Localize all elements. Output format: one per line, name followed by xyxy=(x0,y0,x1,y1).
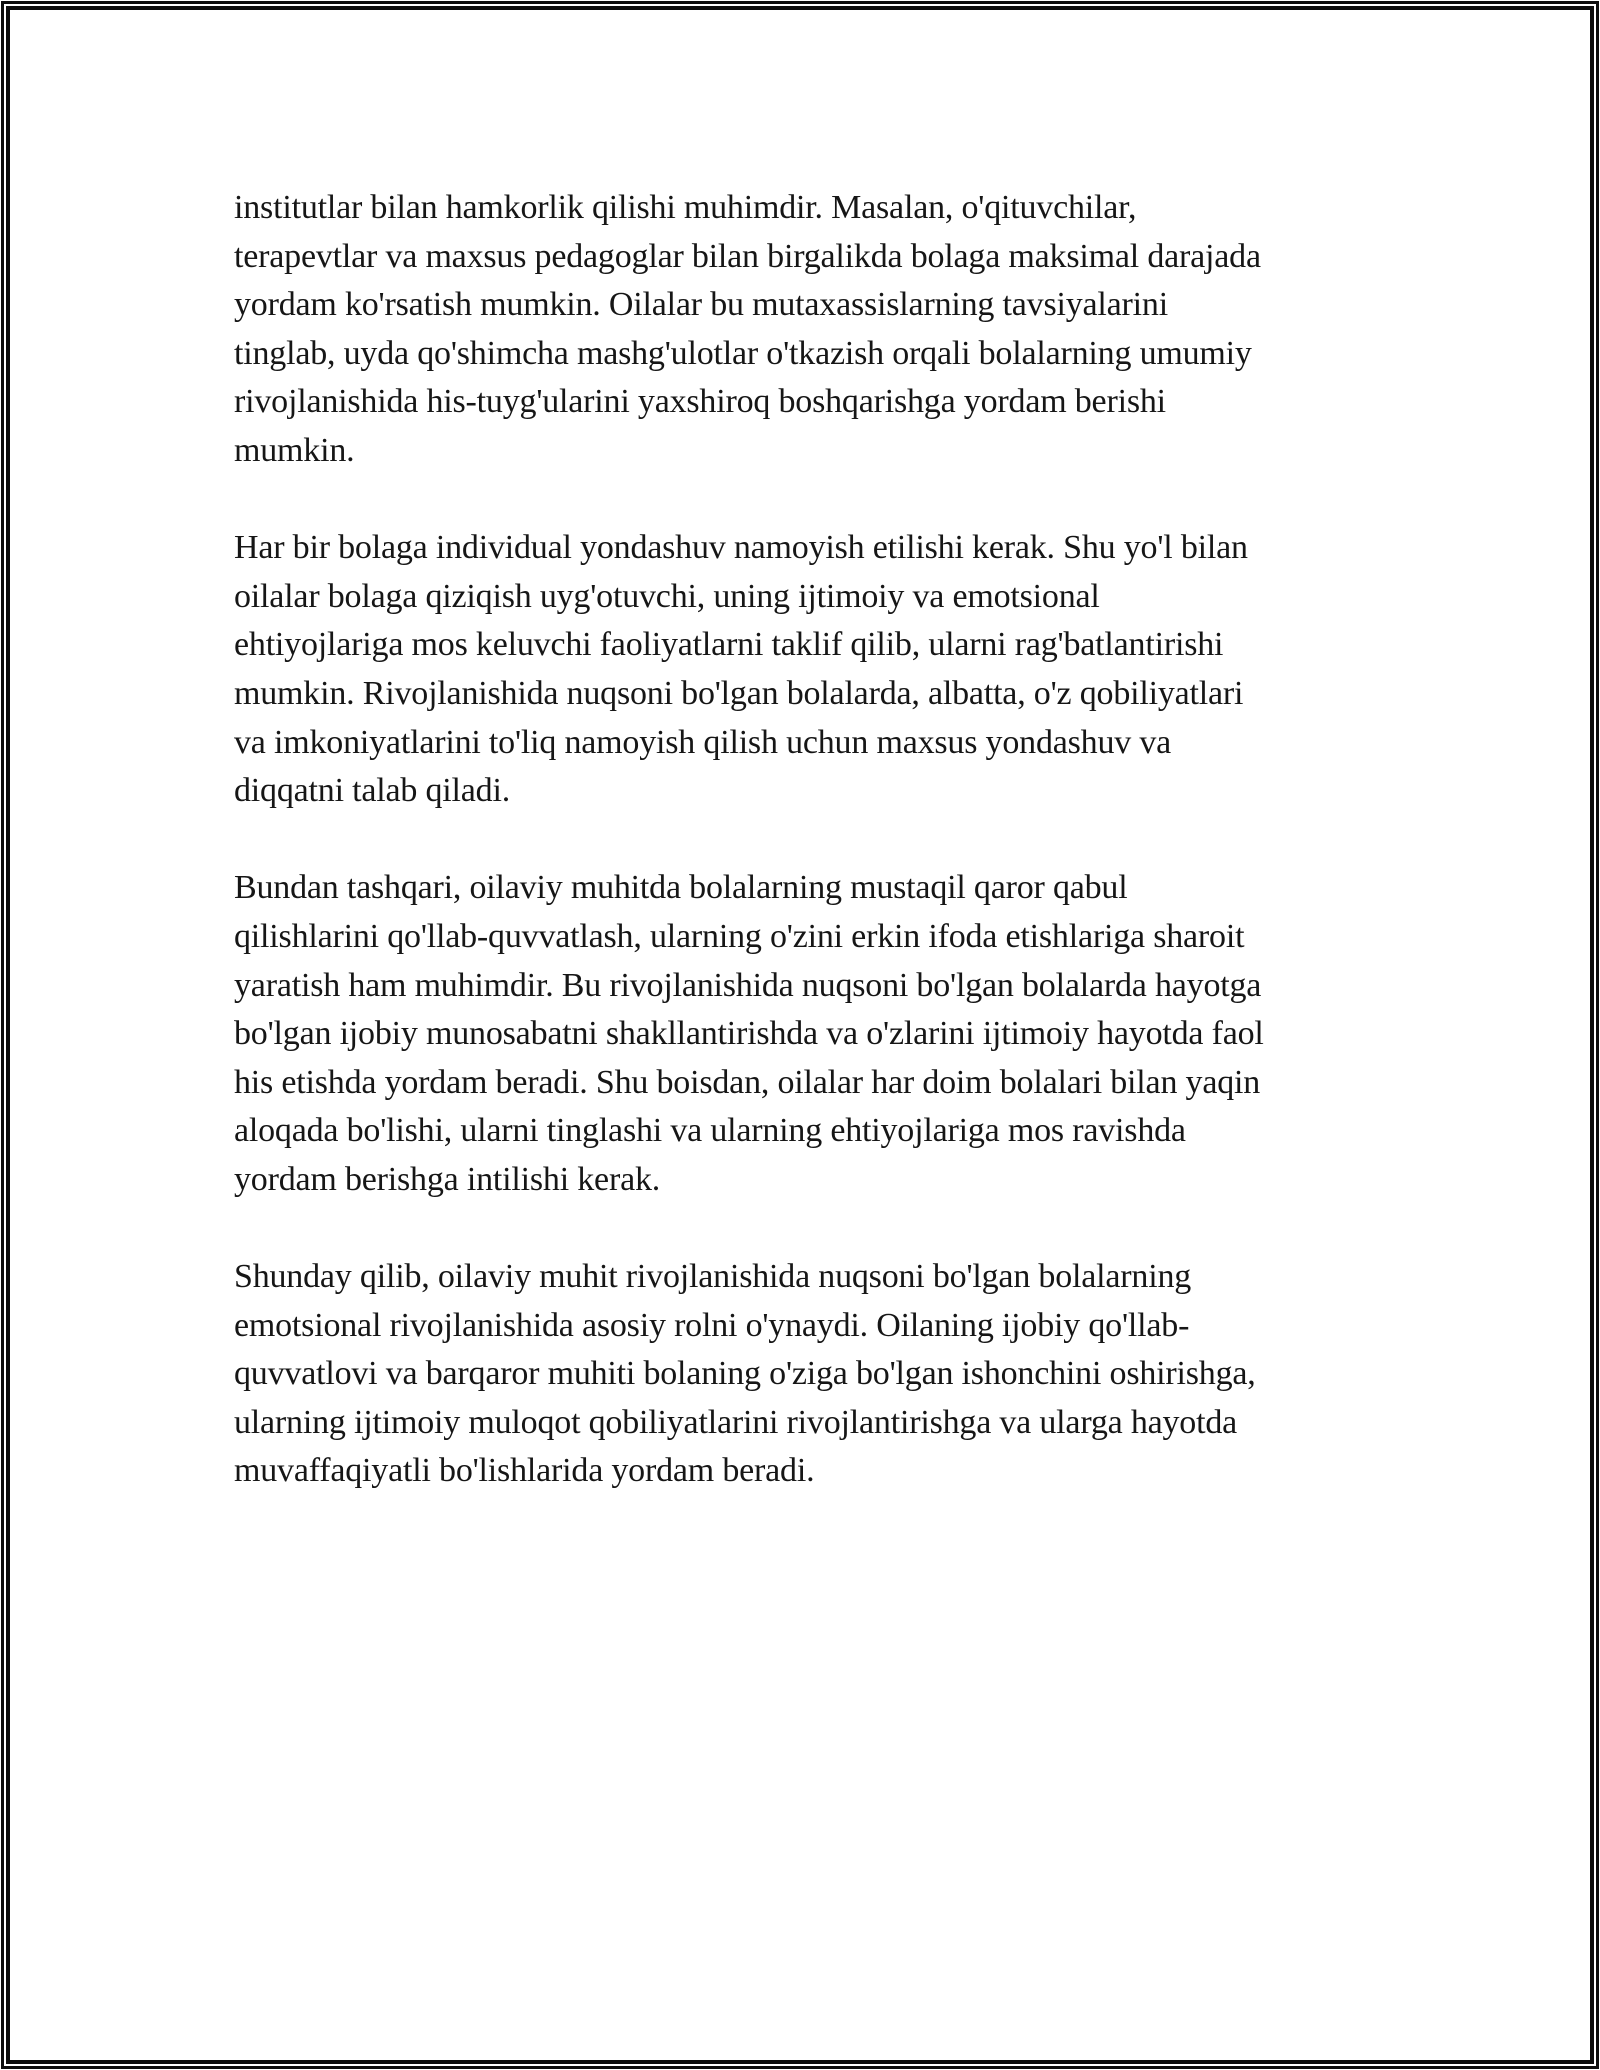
text-line: tinglab, uyda qo'shimcha mashg'ulotlar o'tkazish orqali bolalarning umumiy xyxy=(234,334,1252,372)
paragraph xyxy=(234,864,1394,1204)
text-line: ehtiyojlariga mos keluvchi faoliyatlarni taklif qilib, ularni rag'batlantirishi xyxy=(234,626,1224,664)
text-line: aloqada bo'lishi, ularni tinglashi va ularning ehtiyojlariga mos ravishda xyxy=(234,1112,1186,1150)
text-line: muvaffaqiyatli bo'lishlarida yordam beradi. xyxy=(234,1452,815,1490)
text-line: Shunday qilib, oilaviy muhit rivojlanishida nuqsoni bo'lgan bolalarning xyxy=(234,1258,1192,1296)
text-line: oilalar bolaga qiziqish uyg'otuvchi, uning ijtimoiy va emotsional xyxy=(234,577,1100,615)
text-line: Har bir bolaga individual yondashuv namoyish etilishi kerak. Shu yo'l bilan xyxy=(234,529,1248,567)
text-line: terapevtlar va maxsus pedagoglar bilan birgalikda bolaga maksimal darajada xyxy=(234,237,1261,275)
text-line: mumkin. xyxy=(234,431,355,469)
text-line: ularning ijtimoiy muloqot qobiliyatlarini rivojlantirishga va ularga hayotda xyxy=(234,1403,1238,1441)
text-line: quvvatlovi va barqaror muhiti bolaning o'ziga bo'lgan ishonchini oshirishga, xyxy=(234,1355,1256,1393)
document-body xyxy=(234,184,1394,1545)
text-line: qilishlarini qo'llab-quvvatlash, ularning o'zini erkin ifoda etishlariga sharoit xyxy=(234,917,1245,955)
text-line: institutlar bilan hamkorlik qilishi muhimdir. Masalan, o'qituvchilar, xyxy=(234,189,1137,226)
paragraph xyxy=(234,184,1394,476)
text-line: his etishda yordam beradi. Shu boisdan, oilalar har doim bolalari bilan yaqin xyxy=(234,1063,1261,1101)
text-line: va imkoniyatlarini to'liq namoyish qilish uchun maxsus yondashuv va xyxy=(234,723,1172,761)
text-line: yordam berishga intilishi kerak. xyxy=(234,1160,661,1198)
text-line: bo'lgan ijobiy munosabatni shakllantirishda va o'zlarini ijtimoiy hayotda faol xyxy=(234,1015,1264,1053)
text-line: yaratish ham muhimdir. Bu rivojlanishida nuqsoni bo'lgan bolalarda hayotga xyxy=(234,966,1262,1004)
text-line: emotsional rivojlanishida asosiy rolni o'ynaydi. Oilaning ijobiy qo'llab- xyxy=(234,1306,1190,1344)
text-line: Bundan tashqari, oilaviy muhitda bolalarning mustaqil qaror qabul xyxy=(234,869,1128,907)
paragraph xyxy=(234,1253,1394,1496)
text-line: rivojlanishida his-tuyg'ularini yaxshiroq boshqarishga yordam berishi xyxy=(234,383,1166,421)
text-line: diqqatni talab qiladi. xyxy=(234,772,511,810)
text-line: yordam ko'rsatish mumkin. Oilalar bu mutaxassislarning tavsiyalarini xyxy=(234,286,1168,324)
paragraph xyxy=(234,524,1394,816)
text-line: mumkin. Rivojlanishida nuqsoni bo'lgan bolalarda, albatta, o'z qobiliyatlari xyxy=(234,674,1244,712)
